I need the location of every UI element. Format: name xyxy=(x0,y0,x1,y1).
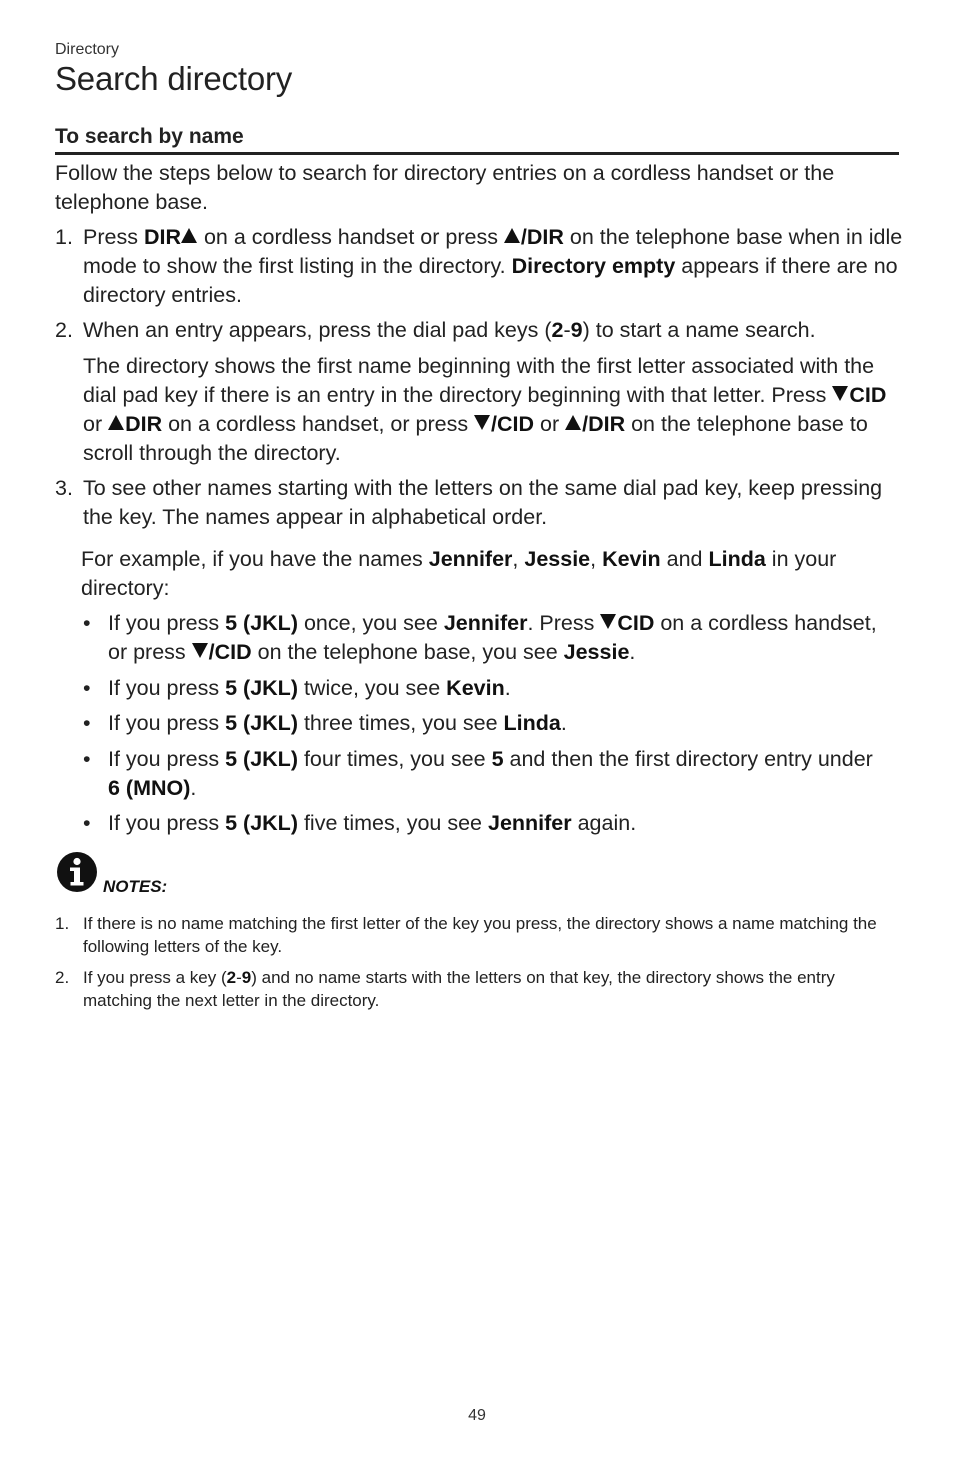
directory-empty-label: Directory empty xyxy=(511,254,676,278)
step-2 xyxy=(55,316,905,345)
key-label: 5 (JKL) xyxy=(225,676,298,700)
dir-key-label: /DIR xyxy=(582,412,626,436)
page-number: 49 xyxy=(468,1407,486,1424)
down-arrow-icon xyxy=(600,614,616,629)
step-text: When an entry appears, press the dial pad keys (2-9) to start a name search. xyxy=(83,318,816,342)
step-text: Press DIR on a cordless handset or press /DIR on the telephone base when in idle mode to show the first listing in the directory. Directory empty appears if there are no directory entries. xyxy=(83,225,903,307)
list-item: • If you press 5 (JKL) twice, you see Kevin. xyxy=(83,674,883,703)
note-number: 1. xyxy=(55,914,70,933)
cid-key-label: /CID xyxy=(491,412,535,436)
step-text: To see other names starting with the letters on the same dial pad key, keep pressing the key. The names appear in alphabetical order. xyxy=(83,476,883,529)
step-1 xyxy=(55,223,905,310)
list-item: • If you press 5 (JKL) once, you see Jennifer. Press CID on a cordless handset, or press /CID on the telephone base, you see Jessie. xyxy=(83,611,877,664)
section-heading: To search by name xyxy=(55,125,244,148)
note-item xyxy=(55,966,905,1012)
up-arrow-icon xyxy=(504,228,520,243)
bullet-icon: • xyxy=(83,676,91,700)
key-label: 5 (JKL) xyxy=(225,811,298,835)
bullet-icon: • xyxy=(83,811,91,835)
cid-key-label: CID xyxy=(849,383,887,407)
page-title: Search directory xyxy=(55,60,293,97)
step-number: 3. xyxy=(55,476,73,500)
down-arrow-icon xyxy=(192,643,208,658)
down-arrow-icon xyxy=(474,415,490,430)
note-text: If there is no name matching the first letter of the key you press, the directory shows a name matching the following letters of the key. xyxy=(83,914,877,956)
key-label: 5 (JKL) xyxy=(225,611,298,635)
note-text: If you press a key (2-9) and no name starts with the letters on that key, the directory shows the entry matching the next letter in the directory. xyxy=(83,968,835,1010)
info-icon xyxy=(56,851,98,893)
breadcrumb: Directory xyxy=(55,41,120,58)
dir-key-label: /DIR xyxy=(520,225,564,249)
cid-key-label: /CID xyxy=(208,640,252,664)
bullet-icon: • xyxy=(83,611,91,635)
key-label: 5 (JKL) xyxy=(225,711,298,735)
dir-key-label: DIR xyxy=(143,225,181,249)
key-label: 6 (MNO) xyxy=(108,776,191,800)
notes-label: NOTES: xyxy=(103,877,168,896)
up-arrow-icon xyxy=(181,228,197,243)
note-number: 2. xyxy=(55,968,70,987)
section-divider xyxy=(55,152,899,155)
step-3 xyxy=(55,474,905,532)
intro-paragraph: Follow the steps below to search for directory entries on a cordless handset or the telephone base. xyxy=(55,161,835,214)
down-arrow-icon xyxy=(832,386,848,401)
up-arrow-icon xyxy=(108,415,124,430)
example-paragraph: For example, if you have the names Jennifer, Jessie, Kevin and Linda in your directory: xyxy=(81,547,837,600)
dir-key-label: DIR xyxy=(125,412,163,436)
list-item: • If you press 5 (JKL) four times, you see 5 and then the first directory entry under 6 (MNO). xyxy=(83,747,873,800)
list-item: • If you press 5 (JKL) three times, you see Linda. xyxy=(83,709,883,738)
bullet-icon: • xyxy=(83,711,91,735)
note-item xyxy=(55,912,905,958)
cid-key-label: CID xyxy=(617,611,655,635)
bullet-icon: • xyxy=(83,747,91,771)
step-2-detail: The directory shows the first name beginning with the first letter associated with the dial pad key if there is an entry in the directory beginning with that letter. Press CID or DIR on a cordless handset, or press /CID or /DIR on the telephone base to scroll through the directory. xyxy=(83,354,887,465)
up-arrow-icon xyxy=(565,415,581,430)
list-item: • If you press 5 (JKL) five times, you see Jennifer again. xyxy=(83,809,883,838)
step-number: 2. xyxy=(55,318,73,342)
step-number: 1. xyxy=(55,225,73,249)
key-label: 5 (JKL) xyxy=(225,747,298,771)
